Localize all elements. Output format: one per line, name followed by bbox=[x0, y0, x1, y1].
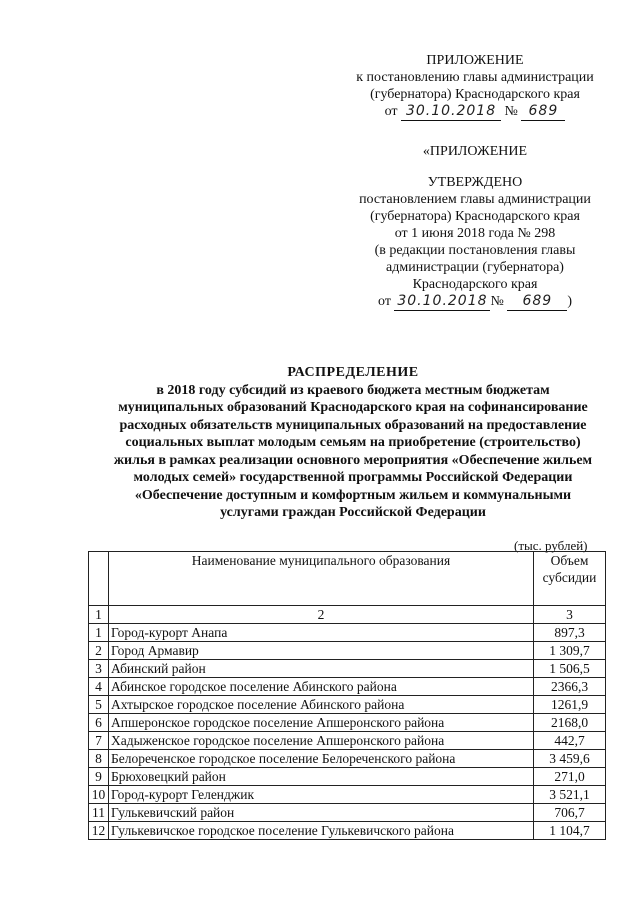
subsidy-value: 897,3 bbox=[534, 624, 606, 642]
municipality-name: Город-курорт Геленджик bbox=[109, 786, 534, 804]
title-line: услугами граждан Российской Федерации bbox=[220, 505, 486, 520]
closing-paren: ) bbox=[567, 294, 572, 309]
approval-line-5: администрации (губернатора) bbox=[386, 260, 564, 275]
document-title bbox=[86, 364, 620, 522]
handwritten-number: 689 bbox=[521, 103, 565, 121]
table-row bbox=[89, 768, 606, 786]
municipality-name: Хадыженское городское поселение Апшеронского района bbox=[109, 732, 534, 750]
municipality-name: Город-курорт Анапа bbox=[109, 624, 534, 642]
row-number: 2 bbox=[89, 642, 109, 660]
approval-line-6: Краснодарского края bbox=[412, 277, 538, 292]
table-row bbox=[89, 660, 606, 678]
table-row bbox=[89, 642, 606, 660]
approval-line-3: от 1 июня 2018 года № 298 bbox=[394, 226, 556, 241]
column-index-row bbox=[89, 606, 606, 624]
municipality-name: Абинский район bbox=[109, 660, 534, 678]
appendix-line-1: к постановлению главы администрации bbox=[356, 70, 594, 85]
table-row bbox=[89, 678, 606, 696]
municipality-name: Гулькевичский район bbox=[109, 804, 534, 822]
municipality-name: Гулькевичское городское поселение Гулькевичского района bbox=[109, 822, 534, 840]
row-number: 8 bbox=[89, 750, 109, 768]
row-number: 12 bbox=[89, 822, 109, 840]
handwritten-date: 30.10.2018 bbox=[394, 293, 490, 311]
index-cell: 2 bbox=[109, 606, 534, 624]
header-municipality: Наименование муниципального образования bbox=[109, 552, 534, 606]
table-row bbox=[89, 624, 606, 642]
units-label: (тыс. рублей) bbox=[514, 538, 588, 553]
prior-appendix bbox=[346, 143, 604, 160]
municipality-name: Город Армавир bbox=[109, 642, 534, 660]
title-line: расходных обязательств муниципальных образований на предоставление bbox=[119, 417, 587, 433]
row-number: 5 bbox=[89, 696, 109, 714]
date-prefix: от bbox=[384, 104, 398, 119]
number-prefix: № bbox=[490, 294, 504, 309]
title-line: в 2018 году субсидий из краевого бюджета местным бюджетам bbox=[156, 382, 550, 398]
title-line: социальных выплат молодым семьям на приобретение (строительство) bbox=[125, 435, 581, 450]
table-header-row bbox=[89, 552, 606, 606]
table-row bbox=[89, 732, 606, 750]
approval-title: УТВЕРЖДЕНО bbox=[427, 175, 523, 190]
municipality-name: Апшеронское городское поселение Апшеронского района bbox=[109, 714, 534, 732]
table-row bbox=[89, 822, 606, 840]
subsidy-value: 1 104,7 bbox=[534, 822, 606, 840]
title-heading: РАСПРЕДЕЛЕНИЕ bbox=[287, 365, 419, 380]
table-row bbox=[89, 696, 606, 714]
row-number: 10 bbox=[89, 786, 109, 804]
subsidy-table bbox=[88, 551, 606, 840]
subsidy-value: 442,7 bbox=[534, 732, 606, 750]
appendix-date-line bbox=[346, 103, 604, 121]
row-number: 1 bbox=[89, 624, 109, 642]
handwritten-number: 689 bbox=[507, 293, 567, 311]
index-cell: 3 bbox=[534, 606, 606, 624]
appendix-title: ПРИЛОЖЕНИЕ bbox=[426, 53, 524, 68]
title-line: муниципальных образований Краснодарского края на софинансирование bbox=[118, 400, 588, 415]
row-number: 4 bbox=[89, 678, 109, 696]
index-cell: 1 bbox=[89, 606, 109, 624]
header-subsidy-line-1: Объем bbox=[550, 553, 589, 568]
table-row bbox=[89, 714, 606, 732]
subsidy-value: 3 459,6 bbox=[534, 750, 606, 768]
subsidy-value: 2168,0 bbox=[534, 714, 606, 732]
title-line: молодых семей» государственной программы Российской Федерации bbox=[133, 470, 573, 485]
municipality-name: Ахтырское городское поселение Абинского района bbox=[109, 696, 534, 714]
subsidy-value: 1 506,5 bbox=[534, 660, 606, 678]
title-line: жилья в рамках реализации основного мероприятия «Обеспечение жильем bbox=[113, 452, 593, 468]
subsidy-value: 706,7 bbox=[534, 804, 606, 822]
row-number: 6 bbox=[89, 714, 109, 732]
header-subsidy-line-2: субсидии bbox=[542, 570, 597, 585]
municipality-name: Брюховецкий район bbox=[109, 768, 534, 786]
handwritten-date: 30.10.2018 bbox=[401, 103, 501, 121]
table-row bbox=[89, 804, 606, 822]
table-row bbox=[89, 786, 606, 804]
appendix-line-2: (губернатора) Краснодарского края bbox=[370, 87, 580, 102]
number-prefix: № bbox=[504, 104, 518, 119]
approval-block bbox=[346, 174, 604, 311]
subsidy-value: 3 521,1 bbox=[534, 786, 606, 804]
appendix-header bbox=[346, 52, 604, 121]
table-row bbox=[89, 750, 606, 768]
prior-appendix-title: «ПРИЛОЖЕНИЕ bbox=[422, 144, 528, 159]
subsidy-value: 2366,3 bbox=[534, 678, 606, 696]
approval-line-4: (в редакции постановления главы bbox=[374, 243, 576, 258]
subsidy-value: 1 309,7 bbox=[534, 642, 606, 660]
approval-line-1: постановлением главы администрации bbox=[359, 192, 591, 207]
title-line: «Обеспечение доступным и комфортным жильем и коммунальными bbox=[134, 487, 572, 503]
header-subsidy bbox=[534, 552, 606, 606]
row-number: 11 bbox=[89, 804, 109, 822]
municipality-name: Абинское городское поселение Абинского района bbox=[109, 678, 534, 696]
subsidy-value: 271,0 bbox=[534, 768, 606, 786]
date-prefix: от bbox=[378, 294, 391, 309]
header-number bbox=[89, 552, 109, 606]
approval-line-2: (губернатора) Краснодарского края bbox=[370, 209, 580, 224]
municipality-name: Белореченское городское поселение Белореченского района bbox=[109, 750, 534, 768]
approval-date-line bbox=[346, 293, 604, 311]
row-number: 7 bbox=[89, 732, 109, 750]
subsidy-value: 1261,9 bbox=[534, 696, 606, 714]
row-number: 9 bbox=[89, 768, 109, 786]
row-number: 3 bbox=[89, 660, 109, 678]
